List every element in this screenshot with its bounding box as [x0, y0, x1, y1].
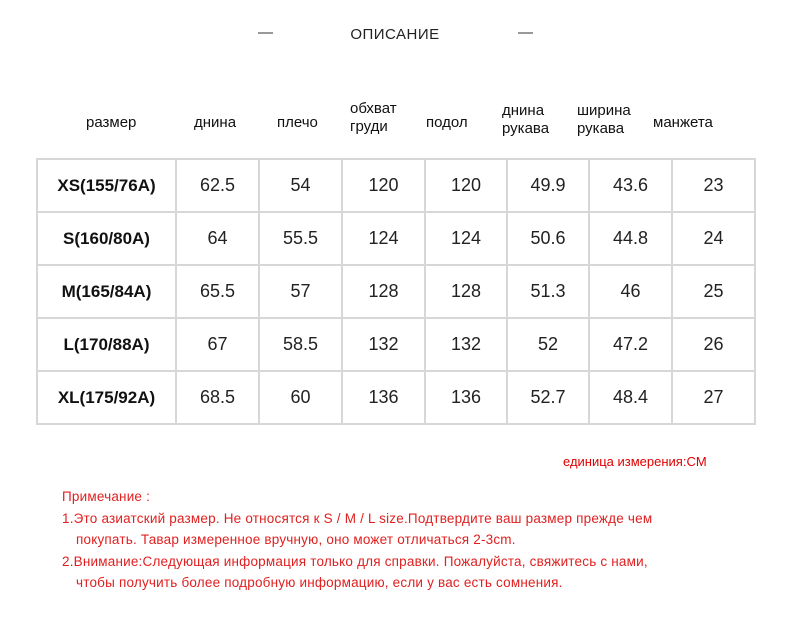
cuff-cell: 25 [672, 265, 755, 318]
length-cell: 68.5 [176, 371, 259, 424]
header-sleeve-width-line1: ширина [577, 102, 631, 119]
cuff-cell: 23 [672, 159, 755, 212]
chest-cell: 120 [342, 159, 425, 212]
sleeve-length-cell: 52.7 [507, 371, 589, 424]
header-sleeve-width [577, 102, 631, 138]
size-cell: L(170/88A) [37, 318, 176, 371]
title-dash-right: — [518, 24, 533, 41]
sleeve-width-cell: 47.2 [589, 318, 672, 371]
size-cell: S(160/80A) [37, 212, 176, 265]
header-shoulder: плечо [277, 114, 318, 131]
sleeve-width-cell: 43.6 [589, 159, 672, 212]
title-dash-left: — [258, 24, 273, 41]
chest-cell: 124 [342, 212, 425, 265]
note-2-line-2: чтобы получить более подробную информацию, если у вас есть сомнения. [76, 575, 563, 590]
chest-cell: 136 [342, 371, 425, 424]
length-cell: 62.5 [176, 159, 259, 212]
header-chest-line2: груди [350, 118, 388, 135]
hem-cell: 136 [425, 371, 507, 424]
header-chest-line1: обхват [350, 100, 397, 117]
size-cell: M(165/84A) [37, 265, 176, 318]
sleeve-width-cell: 48.4 [589, 371, 672, 424]
sleeve-length-cell: 50.6 [507, 212, 589, 265]
notes [62, 486, 762, 594]
table-row [37, 318, 755, 371]
sleeve-width-cell: 44.8 [589, 212, 672, 265]
notes-heading: Примечание : [62, 489, 151, 504]
cuff-cell: 26 [672, 318, 755, 371]
table-header [36, 96, 754, 146]
chest-cell: 128 [342, 265, 425, 318]
note-1-line-2: покупать. Тавар измеренное вручную, оно может отличаться 2-3cm. [76, 532, 516, 547]
length-cell: 64 [176, 212, 259, 265]
shoulder-cell: 55.5 [259, 212, 342, 265]
cuff-cell: 24 [672, 212, 755, 265]
chest-cell: 132 [342, 318, 425, 371]
header-length: днина [194, 114, 237, 131]
table-row [37, 265, 755, 318]
size-cell: XL(175/92A) [37, 371, 176, 424]
shoulder-cell: 60 [259, 371, 342, 424]
header-sleeve-length [502, 102, 549, 138]
shoulder-cell: 58.5 [259, 318, 342, 371]
header-cuff: манжета [653, 114, 713, 131]
header-sleeve-length-line2: рукава [502, 120, 550, 137]
sleeve-width-cell: 46 [589, 265, 672, 318]
length-cell: 67 [176, 318, 259, 371]
note-1-line-1: 1.Это азиатский размер. Не относятся к S / M / L size.Подтвердите ваш размер прежде чем [62, 510, 653, 526]
hem-cell: 120 [425, 159, 507, 212]
page-title: ОПИСАНИЕ [350, 26, 440, 43]
sleeve-length-cell: 52 [507, 318, 589, 371]
header-sleeve-width-line2: рукава [577, 120, 625, 137]
shoulder-cell: 54 [259, 159, 342, 212]
hem-cell: 132 [425, 318, 507, 371]
table-row [37, 159, 755, 212]
hem-cell: 128 [425, 265, 507, 318]
header-hem: подол [426, 114, 468, 131]
note-2-line-1: 2.Внимание:Следующая информация только для справки. Пожалуйста, свяжитесь с нами, [62, 553, 648, 569]
header-chest [350, 100, 397, 136]
length-cell: 65.5 [176, 265, 259, 318]
header-size: размер [86, 114, 137, 131]
title-row [0, 24, 790, 48]
hem-cell: 124 [425, 212, 507, 265]
size-table [36, 158, 756, 425]
sleeve-length-cell: 49.9 [507, 159, 589, 212]
unit-label: единица измерения:CM [563, 454, 707, 469]
size-cell: XS(155/76A) [37, 159, 176, 212]
shoulder-cell: 57 [259, 265, 342, 318]
table-row [37, 212, 755, 265]
header-sleeve-length-line1: днина [502, 102, 545, 119]
sleeve-length-cell: 51.3 [507, 265, 589, 318]
table-row [37, 371, 755, 424]
cuff-cell: 27 [672, 371, 755, 424]
